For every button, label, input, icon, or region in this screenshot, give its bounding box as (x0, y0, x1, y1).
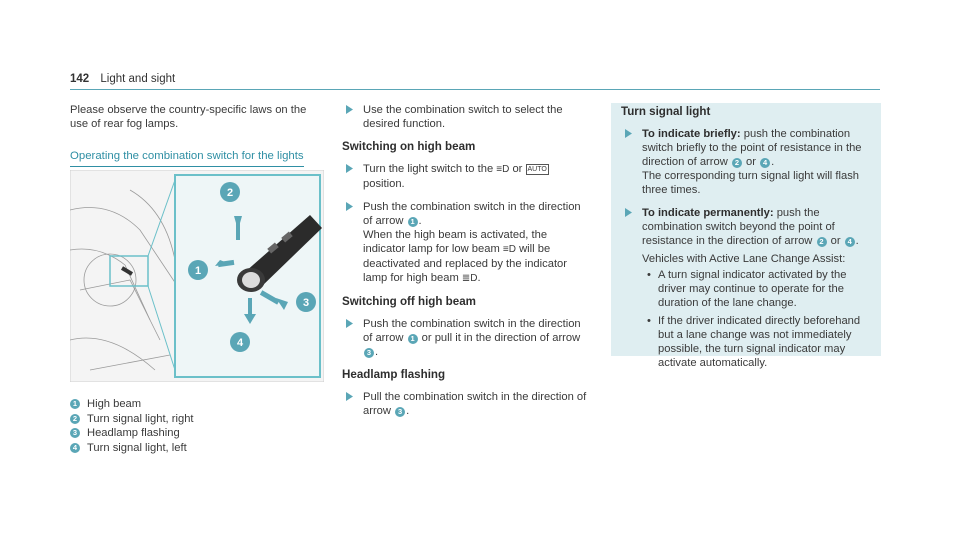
step-switch-off: Push the combination switch in the direction of arrow 1 or pull it in the direction of arrow 3 . (342, 317, 590, 359)
legend-item (70, 412, 194, 427)
high-beam-icon: ≣D (461, 273, 478, 284)
column-left (70, 103, 325, 167)
legend-text: Turn signal light, right (87, 412, 194, 425)
list-item: • A turn signal indicator activated by the driver may continue to operate for the duration of the lane change. (642, 268, 871, 310)
heading-headlamp-flashing: Headlamp flashing (342, 368, 446, 381)
column-middle (342, 103, 590, 427)
step-select-function: Use the combination switch to select the desired function. (342, 103, 590, 131)
ref-number: 2 (817, 237, 827, 247)
step-arrow-icon (346, 105, 353, 114)
step-turn-switch: Turn the light switch to the ≡D or AUTO position. (342, 162, 590, 191)
header-rule (70, 89, 880, 90)
section-link-heading[interactable]: Operating the combination switch for the lights (70, 149, 304, 167)
lane-change-note: Vehicles with Active Lane Change Assist: (642, 253, 846, 265)
legend-text: Turn signal light, left (87, 442, 187, 455)
legend-number: 4 (70, 443, 80, 453)
svg-text:4: 4 (236, 337, 244, 349)
ref-number: 1 (408, 217, 418, 227)
svg-text:3: 3 (302, 297, 310, 309)
step-arrow-icon (346, 164, 353, 173)
legend-item (70, 397, 194, 412)
ref-number: 1 (408, 334, 418, 344)
legend-item (70, 441, 194, 456)
heading-high-beam-off: Switching off high beam (342, 295, 476, 308)
page-header (70, 72, 175, 86)
low-beam-icon: ≡D (496, 164, 510, 175)
step-arrow-icon (625, 208, 632, 217)
figure-legend (70, 397, 194, 455)
heading-turn-signal: Turn signal light (621, 105, 711, 118)
ref-number: 4 (760, 158, 770, 168)
step-arrow-icon (346, 392, 353, 401)
switch-illustration (70, 170, 324, 382)
page-number: 142 (70, 73, 90, 85)
low-beam-icon: ≡D (502, 244, 516, 255)
lane-change-list (642, 268, 871, 370)
legend-number: 1 (70, 399, 80, 409)
step-flash: Pull the combination switch in the direction of arrow 3 . (342, 390, 590, 418)
legend-number: 2 (70, 414, 80, 424)
ref-number: 3 (395, 407, 405, 417)
legend-number: 3 (70, 428, 80, 438)
svg-text:1: 1 (194, 265, 202, 277)
fog-lamp-note: Please observe the country-specific laws on the use of rear fog lamps. (70, 104, 307, 130)
legend-item (70, 426, 194, 441)
step-indicate-permanently: To indicate permanently: push the combination switch beyond the point of resistance in the direction of arrow 2 or 4 . Vehicles with Active Lane Change Assist: • A turn signal indicator activated by the driver may continue to operate for the duration of the lane change. • If the driver indicated directly beforehand but a lane change was not immediately possible, the turn signal indicator may activate automatically. (621, 206, 871, 374)
ref-number: 3 (364, 348, 374, 358)
column-right (611, 103, 881, 383)
list-item: • If the driver indicated directly beforehand but a lane change was not immediately possible, the turn signal indicator may activate automatically. (642, 314, 871, 370)
section-title: Light and sight (100, 73, 176, 85)
combination-switch-figure (70, 170, 324, 382)
legend-text: High beam (87, 398, 142, 411)
legend-text: Headlamp flashing (87, 427, 180, 440)
heading-high-beam-on: Switching on high beam (342, 140, 476, 153)
auto-icon: AUTO (527, 166, 547, 173)
svg-text:2: 2 (226, 187, 234, 199)
step-arrow-icon (346, 202, 353, 211)
step-indicate-briefly: To indicate briefly: push the combination switch briefly to the point of resistance in the direction of arrow 2 or 4 . The corresponding turn signal light will flash three times. (621, 127, 871, 197)
ref-number: 4 (845, 237, 855, 247)
step-push-switch: Push the combination switch in the direction of arrow 1 . When the high beam is activated, the indicator lamp for low beam ≡D will be deactivated and replaced by the indicator lamp for high beam ≣D. (342, 200, 590, 286)
step-arrow-icon (346, 319, 353, 328)
ref-number: 2 (732, 158, 742, 168)
step-arrow-icon (625, 129, 632, 138)
